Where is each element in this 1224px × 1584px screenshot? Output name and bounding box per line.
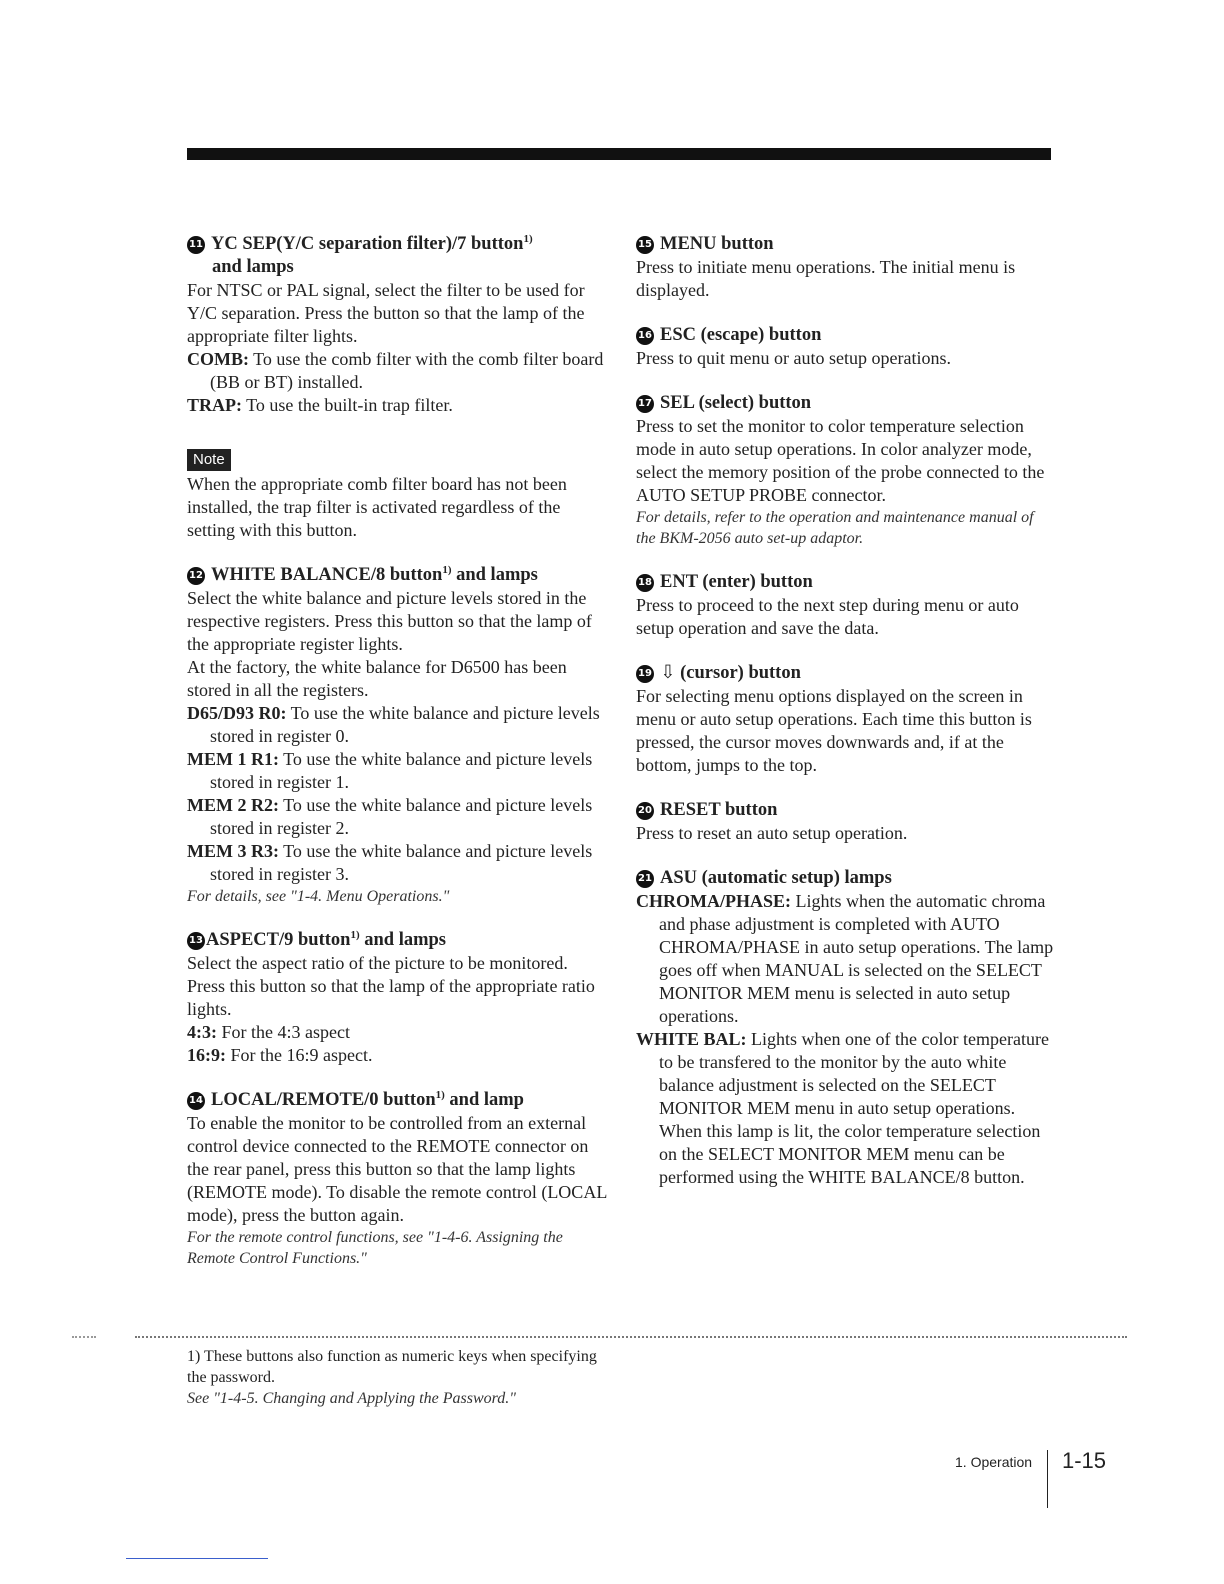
definition-item: D65/D93 R0: To use the white balance and picture levels stored in register 0. bbox=[187, 703, 600, 746]
section-cursor bbox=[636, 662, 1056, 777]
section-sel bbox=[636, 392, 1056, 549]
section-body: Press to quit menu or auto setup operations. bbox=[636, 348, 951, 368]
section-body: At the factory, the white balance for D6500 has been stored in all the registers. bbox=[187, 657, 567, 700]
footer-section-label: 1. Operation bbox=[955, 1454, 1033, 1470]
item-number-badge: 11 bbox=[187, 236, 205, 254]
cross-reference: For details, see "1-4. Menu Operations." bbox=[187, 888, 450, 905]
section-title: 14 LOCAL/REMOTE/0 button$^{1)}$ and lamp bbox=[187, 1089, 607, 1112]
section-body: Press to set the monitor to color temperature selection mode in auto setup operations. In color analyzer mode, select the memory position of the probe connected to the AUTO SETUP PROBE connector. bbox=[636, 416, 1045, 505]
section-title: 21 ASU (automatic setup) lamps bbox=[636, 867, 1056, 890]
footnote bbox=[187, 1346, 607, 1409]
section-body: Press to proceed to the next step during menu or auto setup operation and save the data. bbox=[636, 595, 1019, 638]
item-number-badge: 20 bbox=[636, 802, 654, 820]
section-esc bbox=[636, 324, 1056, 370]
section-title: 17 SEL (select) button bbox=[636, 392, 1056, 415]
item-number-badge: 14 bbox=[187, 1092, 205, 1110]
section-title: 18 ENT (enter) button bbox=[636, 571, 1056, 594]
section-local-remote bbox=[187, 1089, 607, 1269]
cross-reference: For the remote control functions, see "1-4-6. Assigning the Remote Control Functions." bbox=[187, 1229, 563, 1267]
item-number-badge: 17 bbox=[636, 395, 654, 413]
definition-item: WHITE BAL: Lights when one of the color temperature to be transfered to the monitor by the auto white balance adjustment is selected on the SELECT MONITOR MEM menu in auto setup operations. When this lamp is lit, the color temperature selection on the SELECT MONITOR MEM menu can be performed using the WHITE BALANCE/8 button. bbox=[636, 1029, 1049, 1187]
definition-item: TRAP: To use the built-in trap filter. bbox=[187, 395, 453, 415]
section-white-balance bbox=[187, 564, 607, 907]
definition-item: CHROMA/PHASE: Lights when the automatic chroma and phase adjustment is completed with AUTO CHROMA/PHASE in auto setup operations. The lamp goes off when MANUAL is selected on the SELECT MONITOR MEM menu is selected in auto setup operations. bbox=[636, 891, 1054, 1026]
definition-item: 4:3: For the 4:3 aspect bbox=[187, 1022, 350, 1042]
section-title: 11 YC SEP(Y/C separation filter)/7 button$^{1)}$ and lamps bbox=[187, 233, 607, 279]
section-body: Press to initiate menu operations. The initial menu is displayed. bbox=[636, 257, 1016, 300]
section-menu bbox=[636, 233, 1056, 302]
footnote-text: 1) These buttons also function as numeric keys when specifying the password. bbox=[187, 1348, 597, 1386]
section-asu bbox=[636, 867, 1056, 1189]
note-text: When the appropriate comb filter board has not been installed, the trap filter is activated regardless of the setting with this button. bbox=[187, 474, 567, 540]
section-title: 16 ESC (escape) button bbox=[636, 324, 1056, 347]
section-ent bbox=[636, 571, 1056, 640]
section-body: Select the white balance and picture levels stored in the respective registers. Press this button so that the lamp of the appropriate register lights. bbox=[187, 588, 592, 654]
page-number: 1-15 bbox=[1062, 1448, 1107, 1473]
bottom-rule bbox=[126, 1558, 268, 1559]
section-body: To enable the monitor to be controlled from an external control device connected to the REMOTE connector on the rear panel, press this button so that the lamp lights (REMOTE mode). To disable the remote control (LOCAL mode), press the button again. bbox=[187, 1113, 607, 1225]
right-column bbox=[636, 233, 1056, 1211]
left-column bbox=[187, 233, 607, 1291]
section-body: Select the aspect ratio of the picture to be monitored. Press this button so that the lamp of the appropriate ratio lights. bbox=[187, 953, 595, 1019]
note-badge: Note bbox=[187, 449, 231, 471]
footer-divider bbox=[1047, 1450, 1048, 1508]
definition-item: MEM 1 R1: To use the white balance and picture levels stored in register 1. bbox=[187, 749, 593, 792]
section-title: 19 ⇩ (cursor) button bbox=[636, 662, 1056, 685]
footnote-separator bbox=[135, 1336, 1127, 1338]
item-number-badge: 13 bbox=[187, 932, 205, 950]
definition-item: 16:9: For the 16:9 aspect. bbox=[187, 1045, 373, 1065]
section-body: For NTSC or PAL signal, select the filter to be used for Y/C separation. Press the button so that the lamp of the appropriate filter lights. bbox=[187, 280, 585, 346]
item-number-badge: 19 bbox=[636, 665, 654, 683]
section-body: Press to reset an auto setup operation. bbox=[636, 823, 908, 843]
item-number-badge: 15 bbox=[636, 236, 654, 254]
section-title: 15 MENU button bbox=[636, 233, 1056, 256]
section-body: For selecting menu options displayed on the screen in menu or auto setup operations. Each time this button is pressed, the cursor moves downwards and, if at the bottom, jumps to the top. bbox=[636, 686, 1032, 775]
section-yc-sep bbox=[187, 233, 607, 417]
item-number-badge: 16 bbox=[636, 327, 654, 345]
section-title: 20 RESET button bbox=[636, 799, 1056, 822]
section-reset bbox=[636, 799, 1056, 845]
header-rule bbox=[187, 148, 1051, 160]
item-number-badge: 21 bbox=[636, 870, 654, 888]
section-title: 12 WHITE BALANCE/8 button$^{1)}$ and lamps bbox=[187, 564, 607, 587]
cross-reference: For details, refer to the operation and maintenance manual of the BKM-2056 auto set-up adaptor. bbox=[636, 509, 1034, 547]
definition-item: MEM 2 R2: To use the white balance and picture levels stored in register 2. bbox=[187, 795, 593, 838]
footnote-separator-left bbox=[72, 1336, 96, 1338]
definition-item: MEM 3 R3: To use the white balance and picture levels stored in register 3. bbox=[187, 841, 593, 884]
section-title: 13 ASPECT/9 button$^{1)}$ and lamps bbox=[187, 929, 607, 952]
note-block bbox=[187, 447, 607, 542]
section-aspect bbox=[187, 929, 607, 1067]
item-number-badge: 12 bbox=[187, 567, 205, 585]
item-number-badge: 18 bbox=[636, 574, 654, 592]
definition-item: COMB: To use the comb filter with the comb filter board (BB or BT) installed. bbox=[187, 349, 604, 392]
footnote-reference: See "1-4-5. Changing and Applying the Password." bbox=[187, 1390, 516, 1407]
